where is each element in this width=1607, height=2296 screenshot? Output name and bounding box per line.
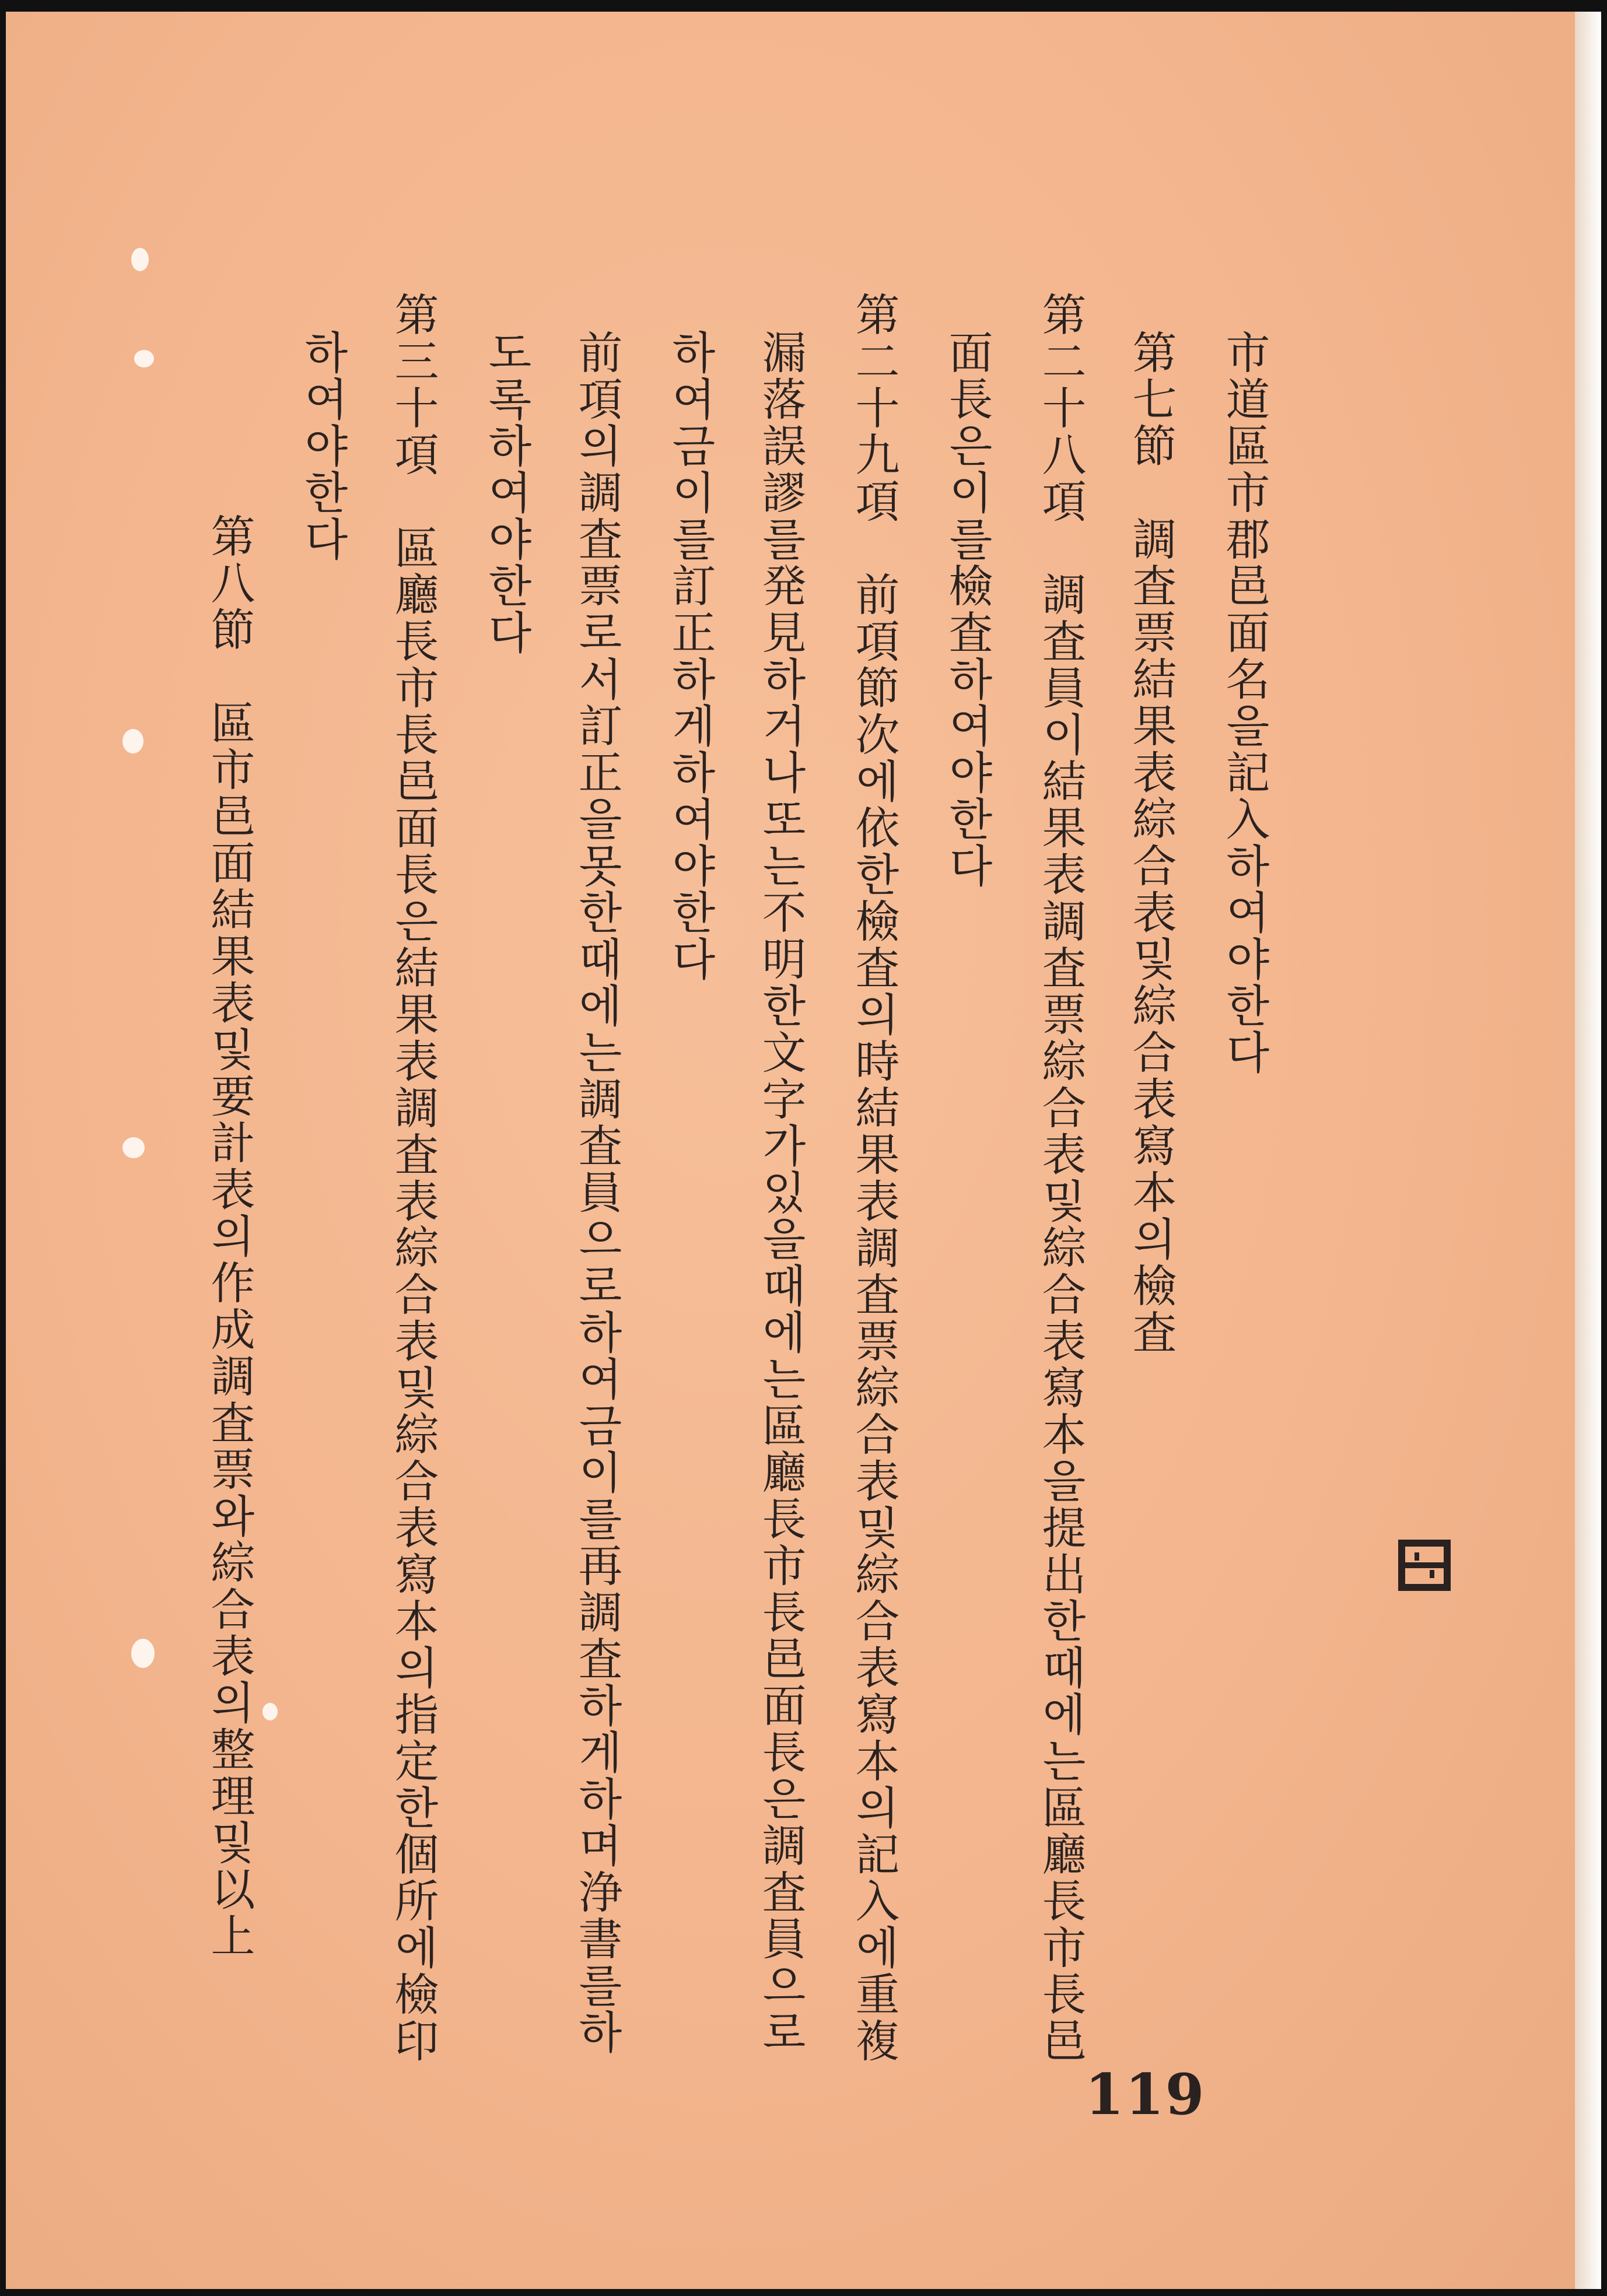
punch-hole <box>131 248 149 271</box>
text-column-1: 市道區市郡邑面名을記入하여야한다 <box>1219 329 1270 1076</box>
text-column-2: 第七節 調査票結果表綜合表및綜合表寫本의檢査 <box>1125 329 1177 1356</box>
text-column-7: 하여금이를訂正하게하여야한다 <box>664 329 716 983</box>
text-column-4: 面長은이를檢査하여야한다 <box>941 329 993 889</box>
page-number: 119 <box>1085 2062 1206 2127</box>
punch-hole <box>262 1703 278 1720</box>
text-column-8: 前項의調査票로서訂正을못한때에는調査員으로하여금이를再調査하게하며浄書를하 <box>571 329 623 2056</box>
text-column-11: 하여야한다 <box>297 329 349 563</box>
punch-hole <box>134 350 154 367</box>
punch-hole <box>122 729 143 753</box>
page-edge <box>1575 12 1601 2289</box>
text-column-9: 도록하여야한다 <box>481 329 533 656</box>
punch-hole <box>122 1137 145 1158</box>
text-column-3: 第二十八項 調査員이結果表調査票綜合表및綜合表寫本을提出한때에는區廳長市長邑 <box>1035 292 1087 2064</box>
text-column-10: 第三十項 區廳長市長邑面長은結果表調査表綜合表및綜合表寫本의指定한個所에檢印 <box>387 292 439 2064</box>
stamp-mark <box>1397 1540 1452 1592</box>
text-column-6: 漏落誤謬를発見하거나또는不明한文字가있을때에는區廳長市長邑面長은調査員으로 <box>755 329 807 2056</box>
text-column-12: 第八節 區市邑面結果表및要計表의作成調査票와綜合表의整理및以上 <box>204 513 255 1960</box>
document-page <box>6 12 1601 2289</box>
text-column-5: 第二十九項 前項節次에依한檢査의時結果表調査票綜合表및綜合表寫本의記入에重複 <box>848 292 900 2064</box>
punch-hole <box>131 1639 155 1668</box>
